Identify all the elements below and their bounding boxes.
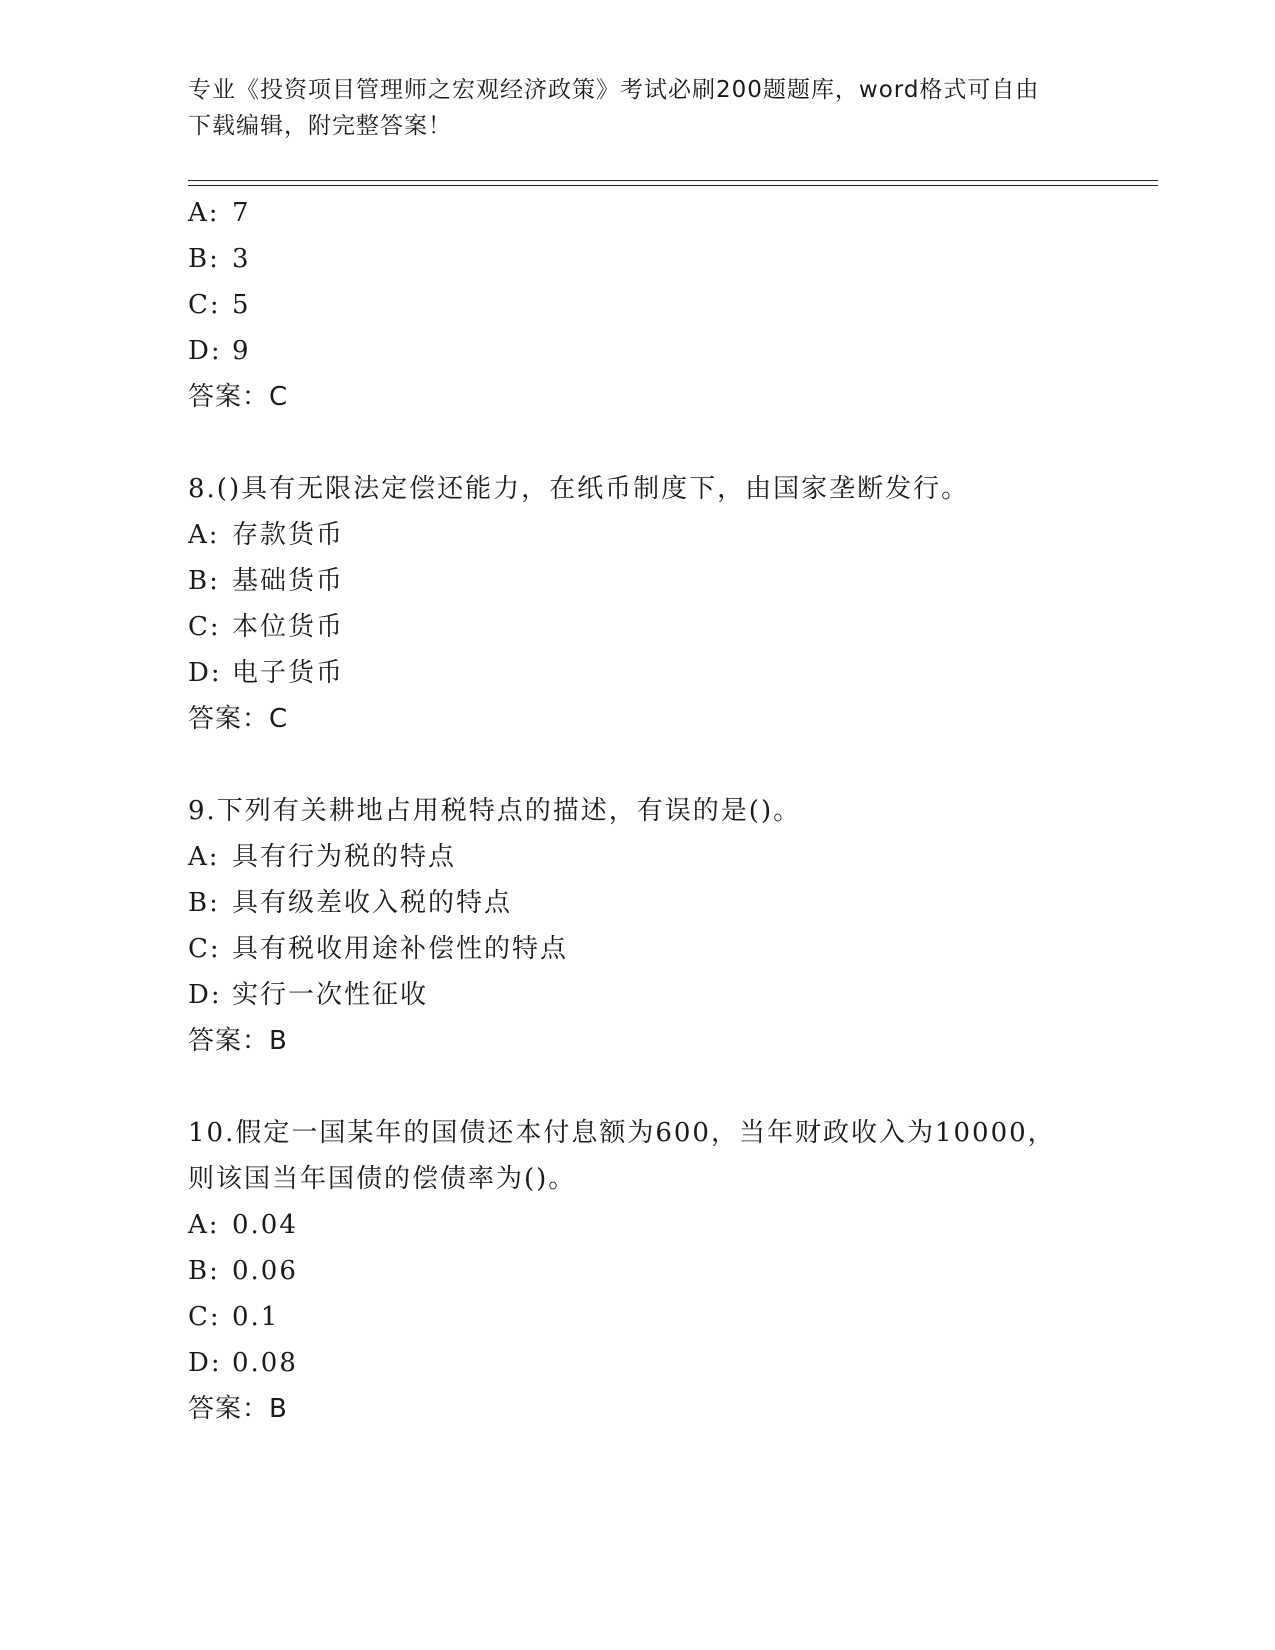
option-c xyxy=(188,1294,1168,1340)
option-text: 0.06 xyxy=(232,1256,298,1286)
option-c xyxy=(188,282,1168,328)
option-a xyxy=(188,512,1168,558)
option-label: C: xyxy=(188,612,221,642)
question-text-line-2: 则该国当年国债的偿债率为()。 xyxy=(188,1164,577,1194)
option-a xyxy=(188,190,1168,236)
question-list xyxy=(188,190,1168,1432)
question-10 xyxy=(188,1110,1168,1432)
answer-line: 答案：C xyxy=(188,382,289,412)
option-text: 7 xyxy=(232,198,251,228)
option-d xyxy=(188,972,1168,1018)
option-label: B: xyxy=(188,888,220,918)
option-label: A: xyxy=(188,1210,220,1240)
option-text: 具有税收用途补偿性的特点 xyxy=(232,934,569,964)
document-header xyxy=(188,72,1088,144)
option-label: C: xyxy=(188,1302,221,1332)
answer-line: 答案：C xyxy=(188,704,289,734)
option-text: 具有级差收入税的特点 xyxy=(232,888,513,918)
option-label: A: xyxy=(188,198,220,228)
header-divider-bottom xyxy=(188,185,1158,186)
option-label: A: xyxy=(188,842,220,872)
option-a xyxy=(188,834,1168,880)
option-text: 9 xyxy=(232,336,251,366)
option-text: 0.08 xyxy=(232,1348,298,1378)
option-label: A: xyxy=(188,520,220,550)
answer-line: 答案：B xyxy=(188,1026,288,1056)
question-text: 8.()具有无限法定偿还能力，在纸币制度下，由国家垄断发行。 xyxy=(188,474,970,504)
option-label: D: xyxy=(188,1348,222,1378)
option-text: 3 xyxy=(232,244,251,274)
header-divider-top xyxy=(188,180,1158,181)
option-label: C: xyxy=(188,290,221,320)
option-text: 0.04 xyxy=(232,1210,298,1240)
option-label: D: xyxy=(188,336,222,366)
option-c xyxy=(188,604,1168,650)
spacer xyxy=(188,420,1168,466)
option-b xyxy=(188,880,1168,926)
option-label: D: xyxy=(188,980,222,1010)
option-d xyxy=(188,650,1168,696)
option-b xyxy=(188,1248,1168,1294)
spacer xyxy=(188,1064,1168,1110)
option-text: 实行一次性征收 xyxy=(232,980,429,1010)
option-d xyxy=(188,1340,1168,1386)
option-label: C: xyxy=(188,934,221,964)
option-label: B: xyxy=(188,1256,220,1286)
option-b xyxy=(188,558,1168,604)
option-text: 电子货币 xyxy=(232,658,345,688)
header-line-1: 专业《投资项目管理师之宏观经济政策》考试必刷200题题库，word格式可自由 xyxy=(188,77,1040,103)
option-label: B: xyxy=(188,244,220,274)
option-text: 存款货币 xyxy=(232,520,345,550)
header-line-2: 下载编辑，附完整答案！ xyxy=(188,113,452,139)
option-label: B: xyxy=(188,566,220,596)
option-label: D: xyxy=(188,658,222,688)
option-a xyxy=(188,1202,1168,1248)
question-text: 9.下列有关耕地占用税特点的描述，有误的是()。 xyxy=(188,796,802,826)
question-8 xyxy=(188,466,1168,742)
option-text: 基础货币 xyxy=(232,566,345,596)
question-7 xyxy=(188,190,1168,420)
question-9 xyxy=(188,788,1168,1064)
option-c xyxy=(188,926,1168,972)
answer-line: 答案：B xyxy=(188,1394,288,1424)
option-text: 具有行为税的特点 xyxy=(232,842,457,872)
spacer xyxy=(188,742,1168,788)
option-text: 5 xyxy=(232,290,251,320)
question-text-line-1: 10.假定一国某年的国债还本付息额为600，当年财政收入为10000， xyxy=(188,1118,1056,1148)
option-d xyxy=(188,328,1168,374)
option-b xyxy=(188,236,1168,282)
option-text: 本位货币 xyxy=(232,612,345,642)
option-text: 0.1 xyxy=(232,1302,280,1332)
